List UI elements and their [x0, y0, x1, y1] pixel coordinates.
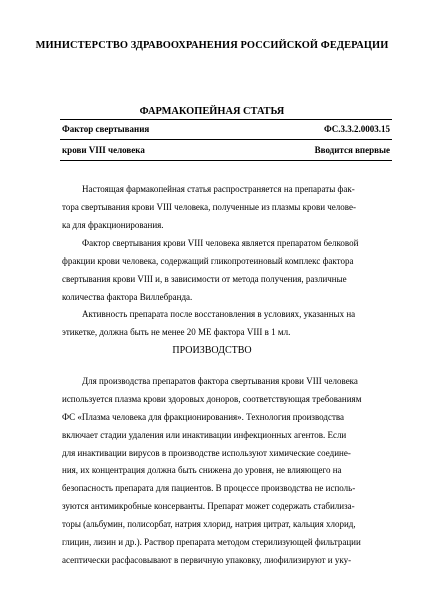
header-rule-top — [60, 119, 392, 120]
introduction-note: Вводится впервые — [314, 145, 390, 155]
text-line: ка для фракционирования. — [62, 219, 164, 230]
text-line: ФС «Плазма человека для фракционирования». Технология производства — [62, 411, 345, 422]
text-line: свертывания крови VIII и, в зависимости от метода получения, различные — [62, 273, 347, 284]
text-line: для инактивации вирусов в производстве используют химические соедине- — [62, 447, 351, 458]
preparation-name-line-1: Фактор свертывания — [62, 124, 150, 134]
text-line: глицин, лизин и др.). Раствор препарата методом стерилизующей фильтрации — [62, 537, 361, 548]
header-rule-bottom — [60, 160, 392, 161]
text-line: количества фактора Виллебранда. — [62, 291, 193, 302]
text-line: зуются антимикробные консерванты. Препарат может содержать стабилиза- — [62, 501, 355, 512]
text-line: включает стадии удаления или инактивации инфекционных агентов. Если — [62, 429, 347, 440]
text-line: ния, их концентрация должна быть снижена до уровня, не влияющего на — [62, 465, 342, 476]
ministry-heading: МИНИСТЕРСТВО ЗДРАВООХРАНЕНИЯ РОССИЙСКОЙ ФЕДЕРАЦИИ — [35, 40, 389, 51]
production-paragraph — [62, 373, 390, 570]
header-row-2 — [62, 145, 390, 157]
text-line: фракции крови человека, содержащий гликопротеиновый комплекс фактора — [62, 255, 354, 266]
header-rule-middle — [60, 139, 392, 140]
text-line: асептически расфасовывают в первичную упаковку, лиофилизируют и уку- — [62, 554, 352, 565]
text-line: Фактор свертывания крови VIII человека является препаратом белковой — [82, 238, 359, 248]
text-line: этикетке, должна быть не менее 20 МЕ фактора VIII в 1 мл. — [62, 326, 291, 337]
preparation-name-line-2: крови VIII человека — [62, 145, 145, 155]
activity-paragraph — [62, 306, 390, 342]
header-row-1 — [62, 124, 390, 136]
text-line: используется плазма крови здоровых доноров, соответствующая требованиям — [62, 393, 362, 404]
intro-paragraph — [62, 181, 390, 235]
text-line: Активность препарата после восстановления в условиях, указанных на — [82, 309, 356, 319]
text-line: тора свертывания крови VIII человека, полученные из плазмы крови челове- — [62, 201, 356, 212]
text-line: торы (альбумин, полисорбат, натрия хлорид, натрия цитрат, кальция хлорид, — [62, 519, 356, 530]
section-heading-production: ПРОИЗВОДСТВО — [172, 345, 252, 356]
monograph-code: ФС.3.3.2.0003.15 — [324, 124, 390, 134]
definition-paragraph — [62, 235, 390, 307]
document-title: ФАРМАКОПЕЙНАЯ СТАТЬЯ — [139, 106, 285, 117]
text-line: Для производства препаратов фактора свертывания крови VIII человека — [82, 376, 358, 386]
text-line: безопасность препарата для пациентов. В процессе производства не исполь- — [62, 483, 356, 494]
text-line: Настоящая фармакопейная статья распространяется на препараты фак- — [82, 184, 355, 194]
